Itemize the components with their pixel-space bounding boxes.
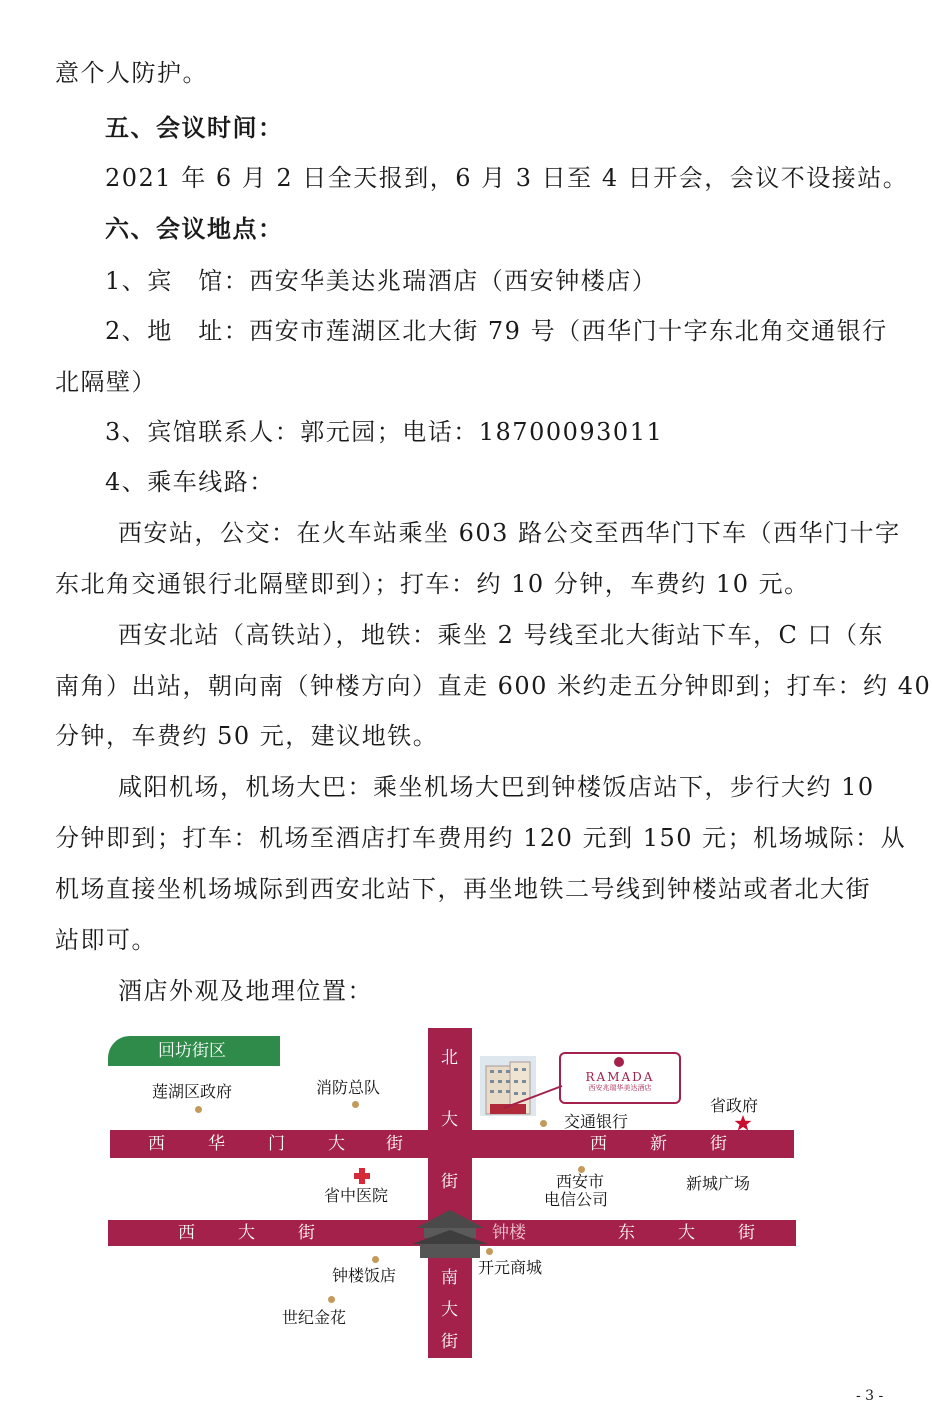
line-4: 1、宾 馆：西安华美达兆瑞酒店（西安钟楼店） (105, 267, 658, 295)
road-north-char-3: 街 (441, 1172, 458, 1192)
place-marker (372, 1256, 379, 1263)
section-heading-time: 五、会议时间： (105, 114, 284, 142)
place-fire-brigade: 消防总队 (316, 1078, 381, 1097)
road-xida-char-1: 西 (178, 1223, 195, 1243)
line-7: 3、宾馆联系人：郭元园；电话：18700093011 (105, 418, 664, 446)
star-icon (734, 1114, 752, 1132)
place-lianhu-gov: 莲湖区政府 (152, 1082, 233, 1101)
road-dongda-char-2: 大 (678, 1223, 695, 1243)
line-16: 机场直接坐机场城际到西安北站下，再坐地铁二号线到钟楼站或者北大街 (55, 875, 871, 903)
line-18: 酒店外观及地理位置： (118, 977, 373, 1005)
place-kaiyuan: 开元商城 (478, 1258, 543, 1277)
line-5: 2、地 址：西安市莲湖区北大街 79 号（西华门十字东北角交通银行 (105, 317, 888, 345)
place-telecom-line2: 电信公司 (544, 1190, 609, 1209)
road-dongda-char-1: 东 (618, 1223, 635, 1243)
place-bank: 交通银行 (564, 1112, 629, 1131)
place-xincheng: 新城广场 (686, 1174, 751, 1193)
place-marker (540, 1120, 547, 1127)
road-south-char-3: 街 (441, 1332, 458, 1352)
ramada-emblem-icon (613, 1056, 625, 1068)
road-xixin-char-1: 西 (590, 1134, 607, 1154)
place-marker (328, 1296, 335, 1303)
place-prov-gov: 省政府 (710, 1096, 759, 1115)
road-xida-char-3: 街 (298, 1223, 315, 1243)
bell-tower-label: 钟楼 (492, 1223, 526, 1243)
district-label: 回坊街区 (108, 1036, 280, 1066)
road-xixin-char-3: 街 (710, 1134, 727, 1154)
page-number: - 3 - (856, 1388, 884, 1404)
hotel-pointer (500, 1082, 564, 1112)
line-15: 分钟即到；打车：机场至酒店打车费用约 120 元到 150 元；机场城际：从 (55, 824, 907, 852)
line-12: 南角）出站，朝向南（钟楼方向）直走 600 米约走五分钟即到；打车：约 40 (55, 672, 932, 700)
road-north-char-2: 大 (441, 1110, 458, 1130)
road-xixin-char-2: 新 (650, 1134, 667, 1154)
place-marker (486, 1248, 493, 1255)
hotel-logo (559, 1052, 681, 1104)
line-2: 2021 年 6 月 2 日全天报到，6 月 3 日至 4 日开会，会议不设接站。 (105, 164, 909, 192)
line-11: 西安北站（高铁站），地铁：乘坐 2 号线至北大街站下车，C 口（东 (118, 621, 885, 649)
road-north-char-1: 北 (441, 1048, 458, 1068)
line-9: 西安站，公交：在火车站乘坐 603 路公交至西华门下车（西华门十字 (118, 519, 901, 547)
road-xihuamen-char-4: 大 (328, 1134, 345, 1154)
place-shiji: 世纪金花 (282, 1308, 347, 1327)
place-hospital: 省中医院 (324, 1186, 389, 1205)
line-13: 分钟，车费约 50 元，建议地铁。 (55, 722, 439, 750)
place-bell-hotel: 钟楼饭店 (332, 1266, 397, 1285)
bell-tower-icon (408, 1208, 492, 1260)
line-14: 咸阳机场，机场大巴：乘坐机场大巴到钟楼饭店站下，步行大约 10 (118, 773, 875, 801)
place-marker (352, 1101, 359, 1108)
road-xihuamen-char-2: 华 (208, 1134, 225, 1154)
road-xihuamen-char-5: 街 (386, 1134, 403, 1154)
line-17: 站即可。 (55, 926, 157, 954)
road-xihuamen-char-3: 门 (268, 1134, 285, 1154)
hotel-logo-sub: 西安兆瑞华美达酒店 (588, 1084, 652, 1092)
road-south-char-2: 大 (441, 1300, 458, 1320)
line-6: 北隔壁） (55, 368, 157, 396)
line-10: 东北角交通银行北隔壁即到）；打车：约 10 分钟，车费约 10 元。 (55, 570, 810, 598)
hotel-logo-main: RAMADA (585, 1070, 655, 1084)
place-marker (195, 1106, 202, 1113)
line-8: 4、乘车线路： (105, 468, 275, 496)
line-0: 意个人防护。 (55, 59, 208, 87)
location-map (100, 1022, 800, 1362)
road-dongda-char-3: 街 (738, 1223, 755, 1243)
hospital-cross-icon (354, 1168, 370, 1184)
road-south-char-1: 南 (441, 1268, 458, 1288)
section-heading-location: 六、会议地点： (105, 215, 284, 243)
place-telecom-line1: 西安市 (556, 1172, 605, 1191)
road-xihuamen-char-1: 西 (148, 1134, 165, 1154)
road-xida-char-2: 大 (238, 1223, 255, 1243)
